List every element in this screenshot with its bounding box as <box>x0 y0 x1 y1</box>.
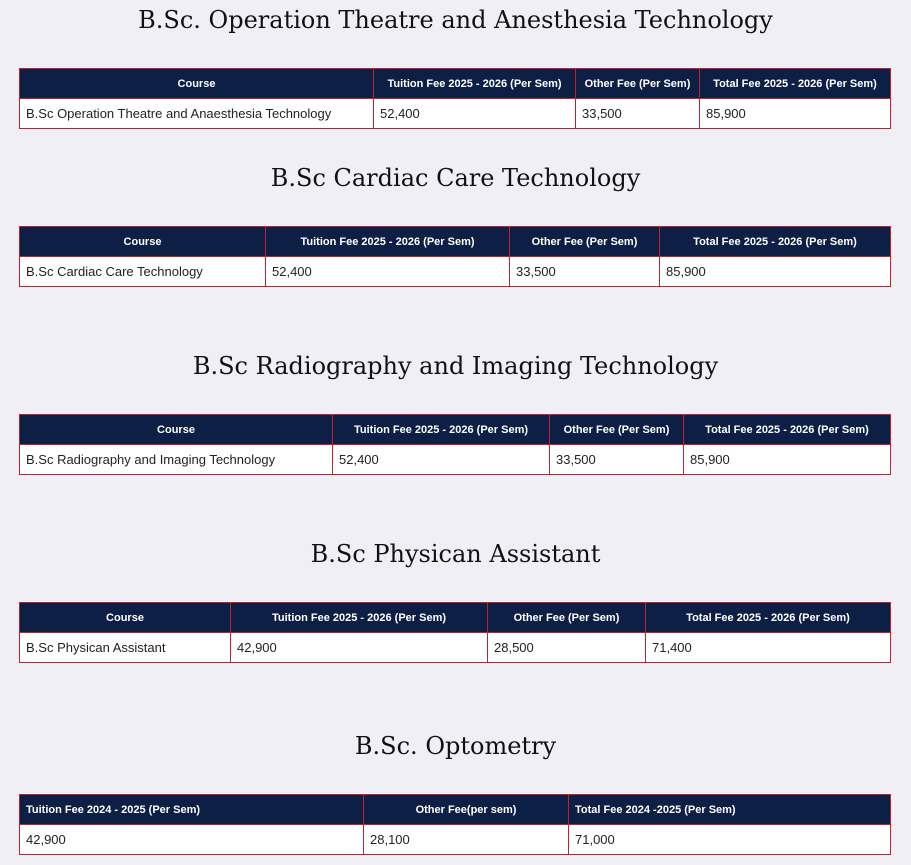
section-title: B.Sc. Optometry <box>354 732 557 760</box>
table-row <box>20 825 891 855</box>
header-total-fee: Total Fee 2025 - 2026 (Per Sem) <box>646 603 891 633</box>
cell-total-fee: 71,400 <box>646 633 891 663</box>
fee-table <box>19 414 891 475</box>
fee-table <box>19 602 891 663</box>
cell-course: B.Sc Radiography and Imaging Technology <box>20 445 333 475</box>
header-other-fee: Other Fee (Per Sem) <box>576 69 700 99</box>
table-row <box>20 99 891 129</box>
table-header-row <box>20 227 891 257</box>
fee-table <box>19 68 891 129</box>
table-row <box>20 633 891 663</box>
header-other-fee: Other Fee (Per Sem) <box>510 227 660 257</box>
header-total-fee: Total Fee 2025 - 2026 (Per Sem) <box>700 69 891 99</box>
cell-total-fee: 85,900 <box>660 257 891 287</box>
header-tuition-fee: Tuition Fee 2025 - 2026 (Per Sem) <box>374 69 576 99</box>
cell-tuition-fee: 52,400 <box>266 257 510 287</box>
section-title: B.Sc Radiography and Imaging Technology <box>192 352 719 380</box>
header-total-fee: Total Fee 2025 - 2026 (Per Sem) <box>684 415 891 445</box>
table-header-row <box>20 415 891 445</box>
cell-tuition-fee: 52,400 <box>333 445 550 475</box>
cell-tuition-fee: 52,400 <box>374 99 576 129</box>
cell-total-fee: 71,000 <box>569 825 891 855</box>
header-other-fee: Other Fee(per sem) <box>364 795 569 825</box>
cell-tuition-fee: 42,900 <box>20 825 364 855</box>
fee-table <box>19 794 891 855</box>
header-other-fee: Other Fee (Per Sem) <box>488 603 646 633</box>
cell-tuition-fee: 42,900 <box>231 633 488 663</box>
header-course: Course <box>20 69 374 99</box>
cell-other-fee: 33,500 <box>510 257 660 287</box>
cell-other-fee: 28,500 <box>488 633 646 663</box>
header-course: Course <box>20 227 266 257</box>
table-header-row <box>20 795 891 825</box>
header-tuition-fee: Tuition Fee 2024 - 2025 (Per Sem) <box>20 795 364 825</box>
table-row <box>20 257 891 287</box>
header-course: Course <box>20 415 333 445</box>
cell-other-fee: 33,500 <box>576 99 700 129</box>
cell-course: B.Sc Operation Theatre and Anaesthesia Technology <box>20 99 374 129</box>
header-other-fee: Other Fee (Per Sem) <box>550 415 684 445</box>
cell-other-fee: 28,100 <box>364 825 569 855</box>
cell-total-fee: 85,900 <box>700 99 891 129</box>
cell-course: B.Sc Physican Assistant <box>20 633 231 663</box>
table-header-row <box>20 603 891 633</box>
table-row <box>20 445 891 475</box>
header-tuition-fee: Tuition Fee 2025 - 2026 (Per Sem) <box>266 227 510 257</box>
cell-total-fee: 85,900 <box>684 445 891 475</box>
fee-table <box>19 226 891 287</box>
header-total-fee: Total Fee 2024 -2025 (Per Sem) <box>569 795 891 825</box>
header-tuition-fee: Tuition Fee 2025 - 2026 (Per Sem) <box>231 603 488 633</box>
section-title: B.Sc Physican Assistant <box>310 540 601 568</box>
header-tuition-fee: Tuition Fee 2025 - 2026 (Per Sem) <box>333 415 550 445</box>
cell-course: B.Sc Cardiac Care Technology <box>20 257 266 287</box>
section-title: B.Sc. Operation Theatre and Anesthesia Technology <box>138 6 773 34</box>
table-header-row <box>20 69 891 99</box>
cell-other-fee: 33,500 <box>550 445 684 475</box>
header-total-fee: Total Fee 2025 - 2026 (Per Sem) <box>660 227 891 257</box>
section-title: B.Sc Cardiac Care Technology <box>270 164 641 192</box>
header-course: Course <box>20 603 231 633</box>
